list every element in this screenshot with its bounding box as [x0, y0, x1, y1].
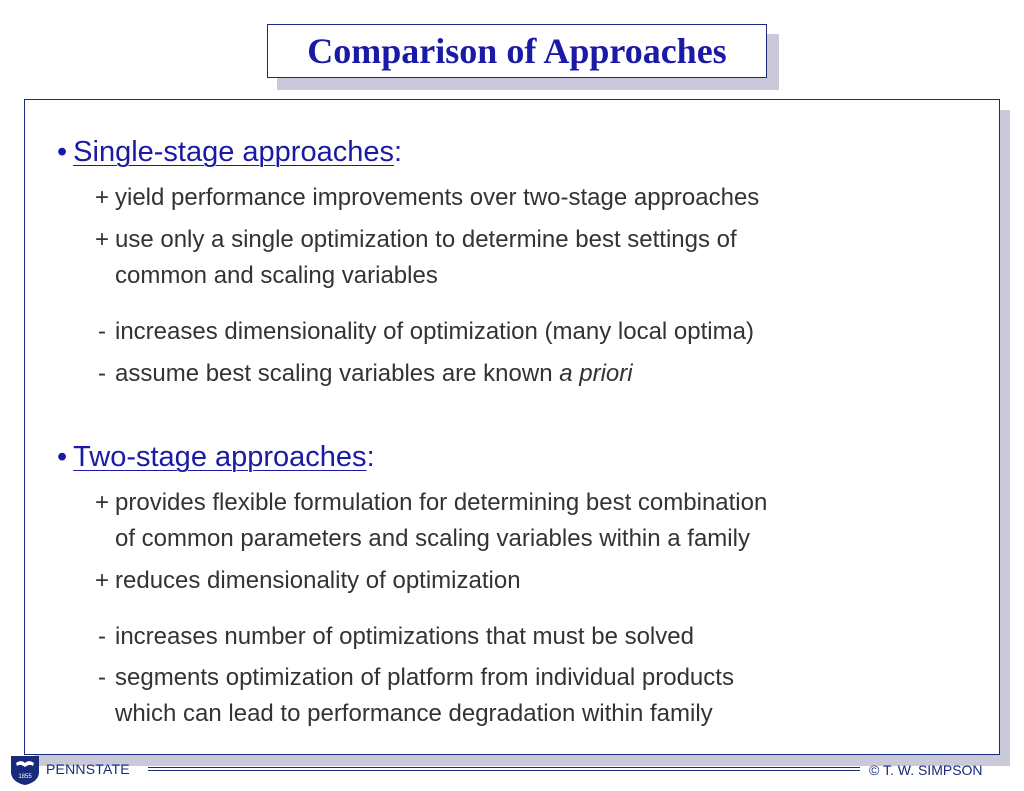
item-text: which can lead to performance degradation within family — [115, 700, 713, 727]
section-heading-two-stage: • Two-stage approaches: — [57, 441, 375, 473]
minus-icon: - — [98, 318, 106, 345]
plus-icon: + — [94, 226, 109, 253]
section-heading-single-stage: • Single-stage approaches: — [57, 136, 403, 168]
item-text: common and scaling variables — [115, 262, 438, 289]
item-text: of common parameters and scaling variables within a family — [115, 525, 750, 552]
copyright-name: T. W. SIMPSON — [882, 762, 983, 778]
pennstate-shield-icon — [9, 754, 41, 786]
plus-icon: + — [94, 489, 109, 516]
title-box — [267, 24, 767, 78]
item-text-italic: a priori — [559, 360, 633, 387]
footer-divider — [148, 767, 860, 771]
heading-link-single-stage[interactable]: Single-stage approaches — [73, 136, 394, 168]
item-text: increases dimensionality of optimization (many local optima) — [115, 318, 754, 345]
bullet-icon: • — [57, 136, 68, 168]
item-text: yield performance improvements over two-stage approaches — [115, 184, 760, 211]
minus-icon: - — [98, 360, 106, 387]
minus-icon: - — [98, 664, 106, 691]
item-text: assume best scaling variables are known — [115, 360, 560, 387]
pennstate-logo-text: PENNSTATE — [46, 761, 130, 777]
item-text: reduces dimensionality of optimization — [115, 567, 521, 594]
footer — [0, 752, 1024, 791]
content-panel — [24, 99, 1000, 755]
plus-icon: + — [94, 567, 109, 594]
copyright: © T. W. SIMPSON — [869, 762, 983, 778]
item-text: use only a single optimization to determine best settings of — [115, 226, 737, 253]
item-text: increases number of optimizations that must be solved — [115, 623, 694, 650]
item-text: provides flexible formulation for determining best combination — [115, 489, 768, 516]
title-container — [267, 24, 767, 78]
minus-icon: - — [98, 623, 106, 650]
item-text: segments optimization of platform from individual products — [115, 664, 734, 691]
plus-icon: + — [94, 184, 109, 211]
heading-link-two-stage[interactable]: Two-stage approaches — [73, 441, 367, 473]
slide-title: Comparison of Approaches — [307, 31, 727, 71]
bullet-icon: • — [57, 441, 68, 473]
logo-year: 1855 — [18, 774, 32, 780]
